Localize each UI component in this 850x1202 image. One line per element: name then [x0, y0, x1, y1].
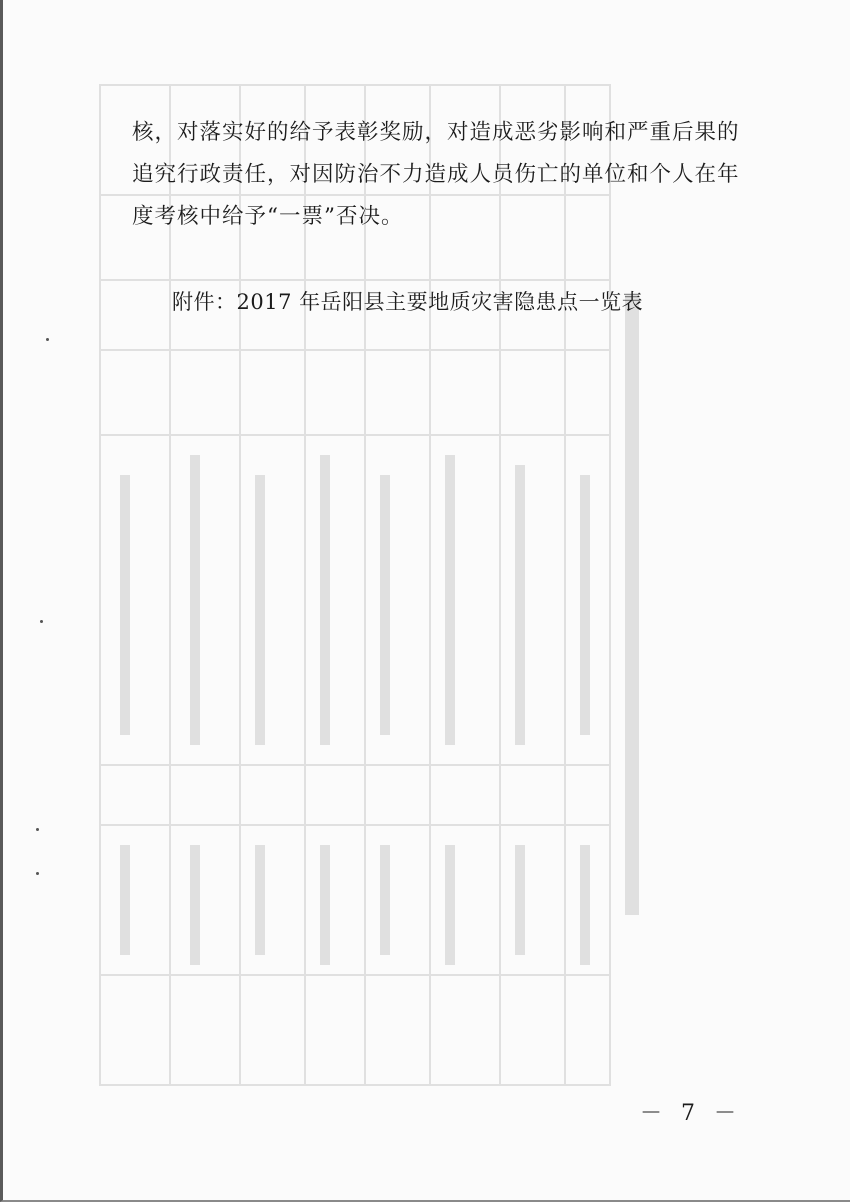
attachment-line: 附件：2017 年岳阳县主要地质灾害隐患点一览表 [172, 290, 644, 314]
page-number: － 7 － [640, 1101, 742, 1126]
paragraph-line: 核，对落实好的给予表彰奖励，对造成恶劣影响和严重后果的 [132, 120, 740, 145]
paragraph-line: 追究行政责任，对因防治不力造成人员伤亡的单位和个人在年 [132, 162, 740, 187]
paragraph-line: 度考核中给予“一票”否决。 [132, 204, 404, 229]
